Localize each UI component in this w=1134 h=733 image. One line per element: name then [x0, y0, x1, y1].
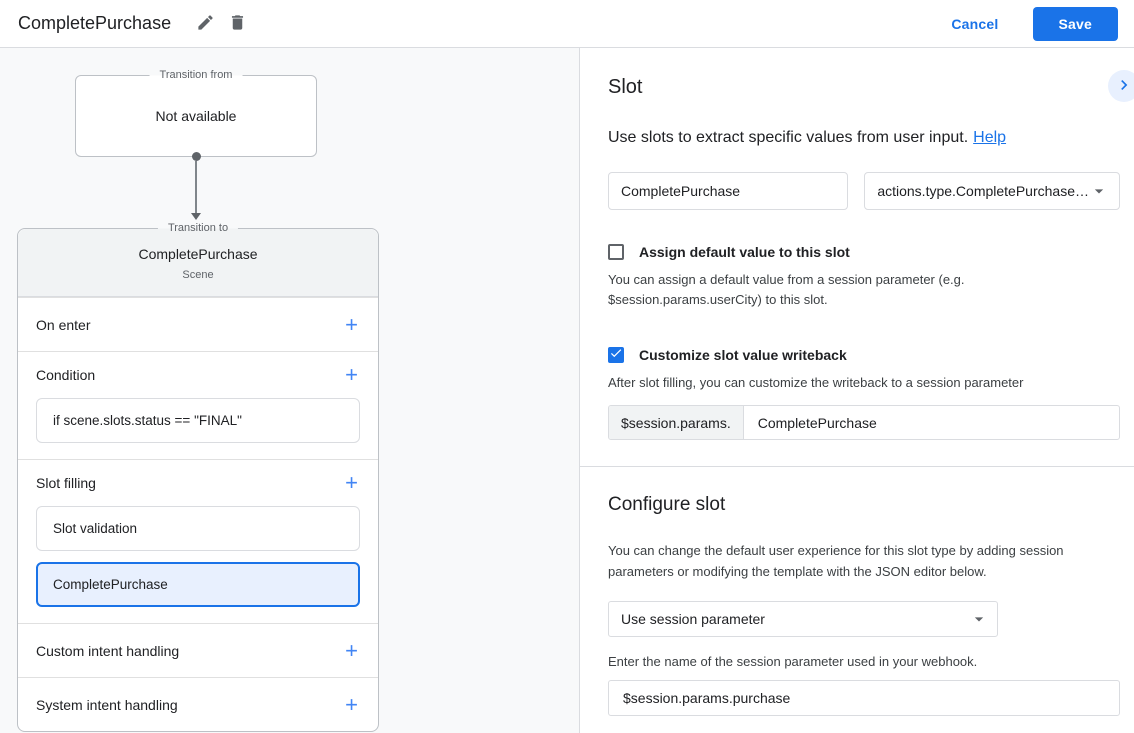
transition-to-card: [17, 222, 379, 732]
session-param-input[interactable]: [608, 680, 1120, 716]
writeback-field[interactable]: [608, 405, 1120, 440]
slot-intro-sentence: Use slots to extract specific values from user input.: [608, 129, 969, 146]
top-bar: [0, 0, 1134, 48]
assign-default-label: Assign default value to this slot: [639, 244, 850, 260]
assign-default-checkbox[interactable]: [608, 244, 624, 260]
add-on-enter-button[interactable]: +: [345, 311, 358, 337]
edit-title-button[interactable]: [189, 8, 221, 40]
writeback-value-input[interactable]: CompletePurchase: [757, 414, 877, 431]
scene-card-title: CompletePurchase: [138, 246, 258, 262]
pencil-icon: [196, 13, 215, 35]
writeback-description: After slot filling, you can customize the writeback to a session parameter: [608, 375, 1024, 391]
assign-default-description: You can assign a default value from a session parameter (e.g. $session.params.userCity) to this slot.: [608, 272, 965, 308]
condition-item[interactable]: if scene.slots.status == "FINAL": [36, 398, 360, 443]
slot-type-value: actions.type.CompletePurchase…: [877, 183, 1089, 199]
system-intent-row[interactable]: [18, 677, 378, 731]
writeback-prefix: $session.params.: [609, 406, 744, 439]
add-condition-button[interactable]: +: [345, 362, 358, 387]
slot-type-dropdown[interactable]: [864, 172, 1120, 210]
transition-to-legend: Transition to: [158, 221, 238, 236]
transition-from-box: [75, 69, 317, 157]
scene-card-header[interactable]: [18, 229, 378, 297]
on-enter-row[interactable]: [18, 297, 378, 351]
caret-down-icon: [1089, 181, 1109, 201]
writeback-checkbox[interactable]: [608, 347, 624, 363]
session-param-hint: Enter the name of the session parameter used in your webhook.: [608, 654, 978, 670]
condition-section: [18, 351, 378, 459]
scene-card-subtitle: Scene: [182, 269, 214, 281]
custom-intent-label: Custom intent handling: [36, 642, 180, 659]
configure-slot-description: You can change the default user experience for this slot type by adding session parameters or modifying the template with the JSON editor below.: [608, 543, 1064, 580]
scene-flow-panel: [0, 48, 580, 733]
slot-config-method-dropdown[interactable]: [608, 601, 998, 637]
collapse-panel-button[interactable]: [1108, 70, 1134, 102]
slot-editor-panel: [580, 48, 1134, 733]
check-icon: [609, 346, 623, 365]
page-title: CompletePurchase: [18, 13, 172, 33]
save-button[interactable]: Save: [1033, 7, 1119, 41]
writeback-label: Customize slot value writeback: [639, 347, 847, 364]
system-intent-label: System intent handling: [36, 696, 178, 713]
trash-icon: [228, 13, 247, 35]
cancel-button[interactable]: Cancel: [951, 15, 999, 32]
arrow-down-icon: [191, 213, 201, 220]
transition-from-legend: Transition from: [150, 68, 243, 83]
slot-filling-label: Slot filling: [36, 475, 96, 491]
slot-config-method-value: Use session parameter: [621, 611, 765, 628]
transition-from-placeholder: Not available: [155, 108, 237, 124]
slot-filling-section: [18, 459, 378, 623]
transition-arrow: [176, 152, 216, 220]
on-enter-label: On enter: [36, 316, 91, 333]
slot-panel-title: Slot: [608, 76, 643, 98]
add-slot-button[interactable]: +: [345, 470, 358, 495]
add-system-intent-button[interactable]: +: [345, 691, 358, 717]
slot-item-validation[interactable]: Slot validation: [36, 506, 360, 551]
section-divider: [580, 466, 1134, 467]
chevron-right-icon: [1114, 75, 1134, 98]
assign-default-row: [608, 244, 1120, 260]
add-custom-intent-button[interactable]: +: [345, 637, 358, 663]
connector-dot-icon: [192, 152, 201, 161]
configure-slot-title: Configure slot: [608, 494, 726, 516]
slot-item-complete-purchase[interactable]: CompletePurchase: [36, 562, 360, 607]
custom-intent-row[interactable]: [18, 623, 378, 677]
writeback-row: [608, 347, 1120, 363]
help-link[interactable]: Help: [973, 129, 1007, 146]
condition-label: Condition: [36, 367, 96, 383]
slot-name-input[interactable]: [608, 172, 848, 210]
slot-intro-text: [608, 129, 1120, 147]
caret-down-icon: [969, 609, 989, 629]
delete-scene-button[interactable]: [221, 8, 253, 40]
slot-fields-row: [608, 172, 1120, 210]
connector-line: [195, 161, 197, 213]
